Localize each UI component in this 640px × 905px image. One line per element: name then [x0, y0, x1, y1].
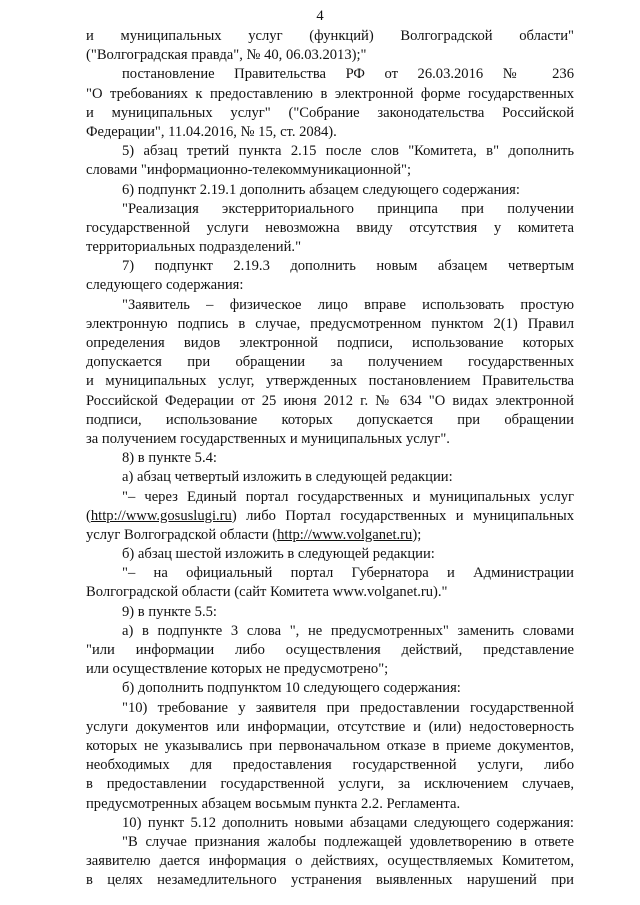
- text-line: "или информации либо осуществления действий, представление: [86, 642, 574, 658]
- text-line: 5) абзац третий пункта 2.15 после слов "Комитета, в" дополнить: [122, 143, 574, 160]
- text-fragment: услуг Волгоградской области (: [86, 526, 278, 543]
- text-line: [86, 507, 574, 526]
- text-line: "О требованиях к предоставлению в электронной форме государственных: [86, 85, 574, 102]
- text-line: Федерации", 11.04.2016, № 15, ст. 2084).: [86, 123, 337, 140]
- text-line: и муниципальных услуг, утвержденных постановлением Правительства: [86, 373, 574, 390]
- text-line: "10) требование у заявителя при предоставлении государственной: [122, 699, 574, 716]
- text-line: Волгоградской области (сайт Комитета www.volganet.ru).": [86, 584, 448, 601]
- text-fragment: );: [412, 526, 422, 543]
- text-line: 9) в пункте 5.5:: [122, 603, 217, 620]
- document-body: [86, 27, 574, 890]
- text-line: "– через Единый портал государственных и муниципальных услуг: [122, 488, 574, 505]
- text-line: 8) в пункте 5.4:: [122, 450, 217, 467]
- text-line: следующего содержания:: [86, 277, 244, 294]
- url-link[interactable]: http://www.gosuslugi.ru: [90, 507, 232, 524]
- text-line: 7) подпункт 2.19.3 дополнить новым абзацем четвертым: [122, 258, 574, 275]
- text-fragment: ) либо Портал государственных и муниципальных: [231, 507, 574, 524]
- text-line: электронную подпись в случае, предусмотренном пунктом 2(1) Правил: [86, 315, 574, 332]
- url-link[interactable]: http://www.volganet.ru: [277, 526, 413, 543]
- text-line: и муниципальных услуг (функций) Волгоградской области": [86, 28, 574, 44]
- text-line: словами "информационно-телекоммуникационной";: [86, 162, 412, 179]
- page-number: 4: [316, 8, 324, 24]
- text-line: за получением государственных и муниципальных услуг".: [86, 430, 450, 447]
- text-line: государственной услуги невозможна ввиду отсутствия у комитета: [86, 219, 574, 236]
- text-line: предусмотренных абзацем восьмым пункта 2.2. Регламента.: [86, 795, 461, 812]
- text-line: "Заявитель – физическое лицо вправе использовать простую: [122, 296, 574, 313]
- text-line: [86, 526, 574, 545]
- text-line: "В случае признания жалобы подлежащей удовлетворению в ответе: [122, 833, 574, 850]
- text-line: б) абзац шестой изложить в следующей редакции:: [122, 546, 435, 563]
- text-line: в целях незамедлительного устранения выявленных нарушений при: [86, 872, 574, 889]
- text-line: определения видов электронной подписи, использование которых: [86, 335, 574, 351]
- text-line: ("Волгоградская правда", № 40, 06.03.2013);": [86, 47, 367, 64]
- text-line: в предоставлении государственной услуги, за исключением случаев,: [86, 776, 574, 793]
- text-line: заявителю дается информация о действиях, осуществляемых Комитетом,: [86, 853, 574, 870]
- text-line: и муниципальных услуг" ("Собрание законодательства Российской: [86, 104, 574, 121]
- text-fragment: (: [86, 507, 91, 524]
- text-line: территориальных подразделений.": [86, 239, 302, 256]
- text-line: Российской Федерации от 25 июня 2012 г. № 634 "О видах электронной: [86, 392, 574, 409]
- text-line: 10) пункт 5.12 дополнить новыми абзацами следующего содержания:: [122, 814, 574, 831]
- text-line: подписи, использование которых допускается при обращении: [86, 411, 574, 428]
- text-line: "– на официальный портал Губернатора и Администрации: [122, 565, 574, 582]
- text-line: "Реализация экстерриториального принципа при получении: [122, 200, 574, 217]
- text-line: услуги документов или информации, отсутствие и (или) недостоверность: [86, 718, 574, 735]
- text-line: б) дополнить подпунктом 10 следующего содержания:: [122, 680, 461, 697]
- text-line: постановление Правительства РФ от 26.03.2016 № 236: [122, 66, 574, 83]
- text-line: которых не указывались при первоначальном отказе в приеме документов,: [86, 737, 574, 754]
- text-line: 6) подпункт 2.19.1 дополнить абзацем следующего содержания:: [122, 181, 520, 198]
- text-line: а) абзац четвертый изложить в следующей редакции:: [122, 469, 453, 486]
- text-line: а) в подпункте 3 слова ", не предусмотренных" заменить словами: [122, 622, 574, 639]
- text-line: необходимых для предоставления государственной услуги, либо: [86, 757, 574, 774]
- text-line: допускается при обращении за получением государственных: [86, 354, 574, 371]
- text-line: или осуществление которых не предусмотрено";: [86, 661, 389, 678]
